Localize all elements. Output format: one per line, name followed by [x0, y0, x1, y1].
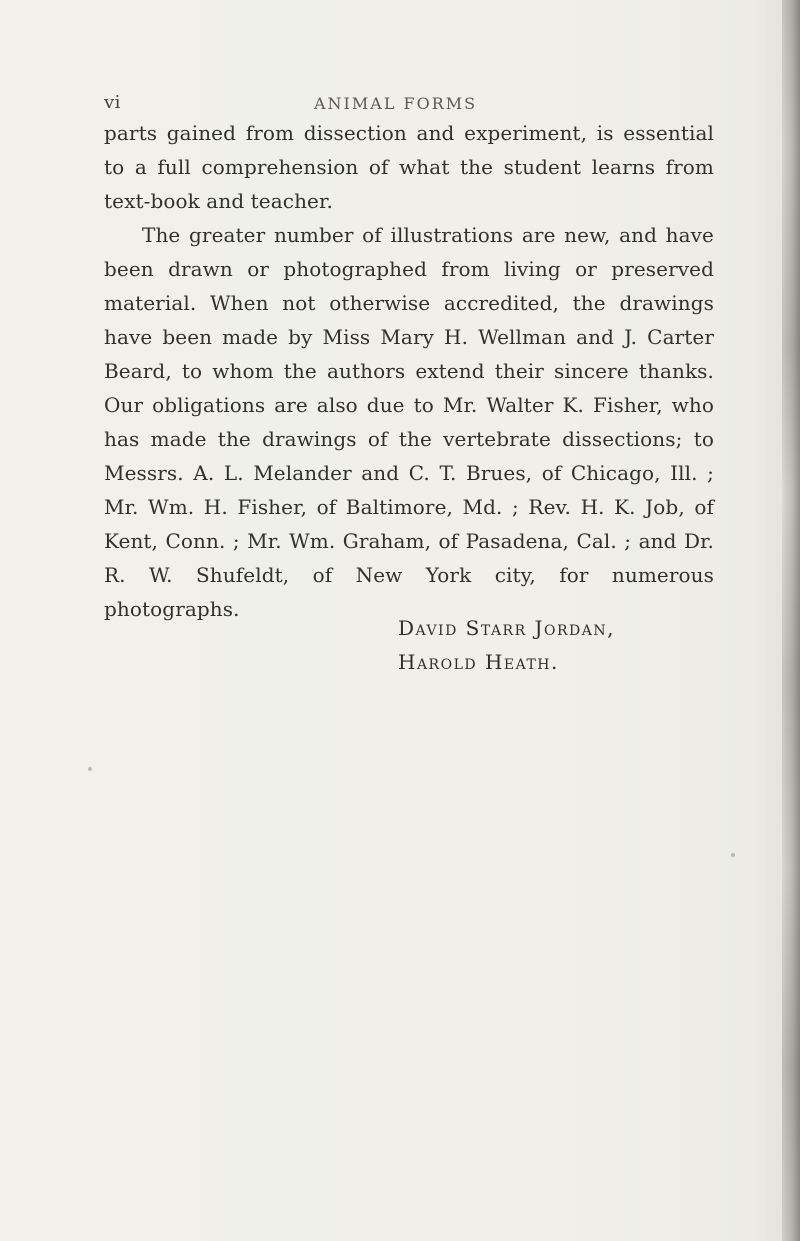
paper-speck	[88, 767, 92, 771]
page-edge-shadow	[782, 0, 800, 1241]
signature-line-2: Harold Heath.	[398, 650, 559, 674]
body-text	[104, 116, 714, 626]
running-head: ANIMAL FORMS	[314, 94, 478, 113]
paper-speck	[731, 853, 735, 857]
paragraph-2: The greater number of illustrations are new, and have been drawn or photographed from living or preserved material. When not otherwise accredited, the drawings have been made by Miss Mary H. Wellman and J. Carter Beard, to whom the authors extend their sincere thanks. Our obligations are also due to Mr. Walter K. Fisher, who has made the drawings of the vertebrate dissections; to Messrs. A. L. Melander and C. T. Brues, of Chicago, Ill. ; Mr. Wm. H. Fisher, of Baltimore, Md. ; Rev. H. K. Job, of Kent, Conn. ; Mr. Wm. Graham, of Pasadena, Cal. ; and Dr. R. W. Shufeldt, of New York city, for numerous photographs.	[104, 223, 714, 621]
paragraph-1: parts gained from dissection and experiment, is essential to a full comprehension of what the student learns from text-book and teacher.	[104, 121, 714, 213]
page-header	[0, 86, 800, 120]
signature-line-1: David Starr Jordan,	[398, 616, 615, 640]
signature-block	[398, 611, 688, 679]
page-number: vi	[104, 92, 121, 113]
